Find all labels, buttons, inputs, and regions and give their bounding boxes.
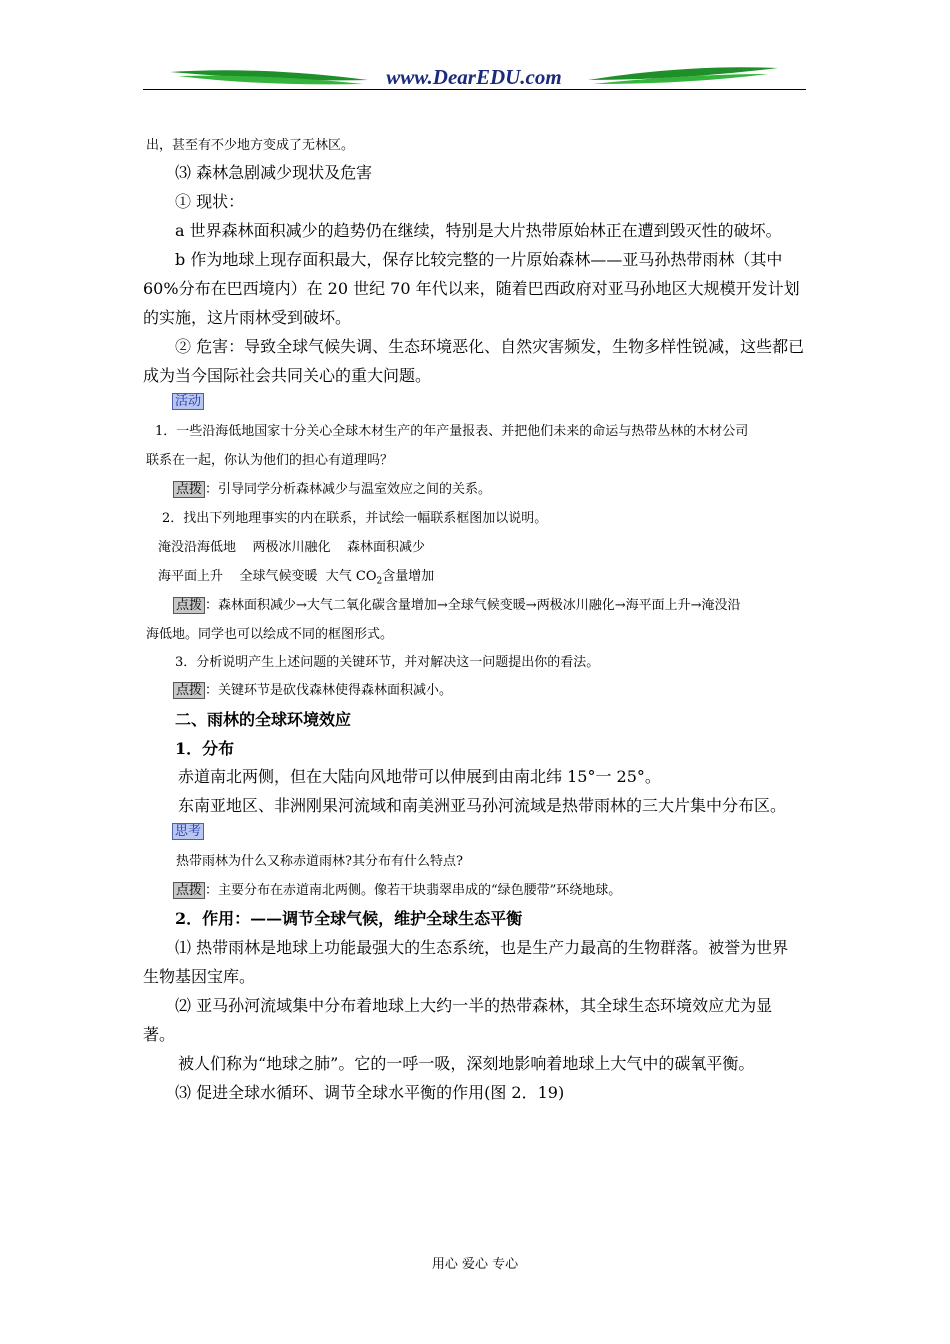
text-line: b 作为地球上现存面积最大，保存比较完整的一片原始森林——亚马孙热带雨林（其中 (175, 250, 783, 269)
subsection-heading: 1．分布 (175, 739, 235, 758)
think-tag: 思考 (172, 823, 204, 840)
hint-text: ：森林面积减少→大气二氧化碳含量增加→全球气候变暖→两极冰川融化→海平面上升→淹没沿 (205, 598, 741, 613)
hint-text: 海低地。同学也可以绘成不同的框图形式。 (146, 627, 394, 642)
hint-tag: 点拨 (173, 682, 205, 699)
question: 联系在一起，你认为他们的担心有道理吗？ (146, 453, 394, 468)
text-line: 著。 (143, 1025, 176, 1044)
logo-text: www.DearEDU.com (386, 65, 562, 89)
footer: 用心 爱心 专心 (431, 1257, 519, 1272)
subscript: 2 (376, 576, 383, 587)
question: 2．找出下列地理事实的内在联系，并试绘一幅联系框图加以说明。 (162, 511, 548, 526)
text-line: 被人们称为“地球之肺”。它的一呼一吸，深刻地影响着地球上大气中的碳氧平衡。 (178, 1054, 755, 1073)
dearedu-logo (168, 62, 780, 90)
fact-list: 淹没沿海低地 两极冰川融化 森林面积减少 (158, 540, 426, 555)
header-rule (143, 89, 806, 90)
text-line: 成为当今国际社会共同关心的重大问题。 (143, 366, 432, 385)
text-line: 60%分布在巴西境内）在 20 世纪 70 年代以来，随着巴西政府对亚马孙地区大规模开发计划 (143, 279, 800, 298)
text-line: ⑴ 热带雨林是地球上功能最强大的生态系统，也是生产力最高的生物群落。被誉为世界 (175, 938, 789, 957)
hint-tag: 点拨 (173, 481, 205, 498)
hint-text: ：关键环节是砍伐森林使得森林面积减小。 (205, 683, 453, 698)
text-line: ⑶ 促进全球水循环、调节全球水平衡的作用(图 2．19) (175, 1083, 565, 1102)
text-line: a 世界森林面积减少的趋势仍在继续，特别是大片热带原始林正在遭到毁灭性的破坏。 (175, 221, 782, 240)
text-line: ⑵ 亚马孙河流域集中分布着地球上大约一半的热带森林，其全球生态环境效应尤为显 (175, 996, 773, 1015)
text-line: ② 危害：导致全球气候失调、生态环境恶化、自然灾害频发，生物多样性锐减，这些都已 (175, 337, 805, 356)
question: 1．一些沿海低地国家十分关心全球木材生产的年产量报表、并把他们未来的命运与热带丛林的木材公司 (155, 424, 749, 439)
text-line: 出，甚至有不少地方变成了无林区。 (146, 138, 355, 153)
hint-text: ：引导同学分析森林减少与温室效应之间的关系。 (205, 482, 492, 497)
fact-list: 海平面上升 全球气候变暖 大气 CO (158, 569, 377, 584)
fact-list: 含量增加 (382, 569, 435, 584)
text-line: ① 现状： (175, 192, 245, 211)
section-heading: 二、雨林的全球环境效应 (175, 710, 352, 729)
hint-text: ：主要分布在赤道南北两侧。像若干块翡翠串成的“绿色腰带”环绕地球。 (205, 883, 622, 898)
activity-tag: 活动 (172, 393, 204, 410)
question: 热带雨林为什么又称赤道雨林?其分布有什么特点? (176, 854, 463, 869)
hint-tag: 点拨 (173, 882, 205, 899)
text-line: 东南亚地区、非洲刚果河流域和南美洲亚马孙河流域是热带雨林的三大片集中分布区。 (178, 796, 787, 815)
subsection-heading: 2．作用：——调节全球气候，维护全球生态平衡 (175, 909, 523, 928)
text-line: 赤道南北两侧，但在大陆向风地带可以伸展到由南北纬 15°一 25°。 (178, 767, 661, 786)
question: 3．分析说明产生上述问题的关键环节，并对解决这一问题提出你的看法。 (175, 655, 600, 670)
hint-tag: 点拨 (173, 597, 205, 614)
subheading: ⑶ 森林急剧减少现状及危害 (175, 163, 373, 182)
text-line: 生物基因宝库。 (143, 967, 256, 986)
text-line: 的实施，这片雨林受到破坏。 (143, 308, 352, 327)
